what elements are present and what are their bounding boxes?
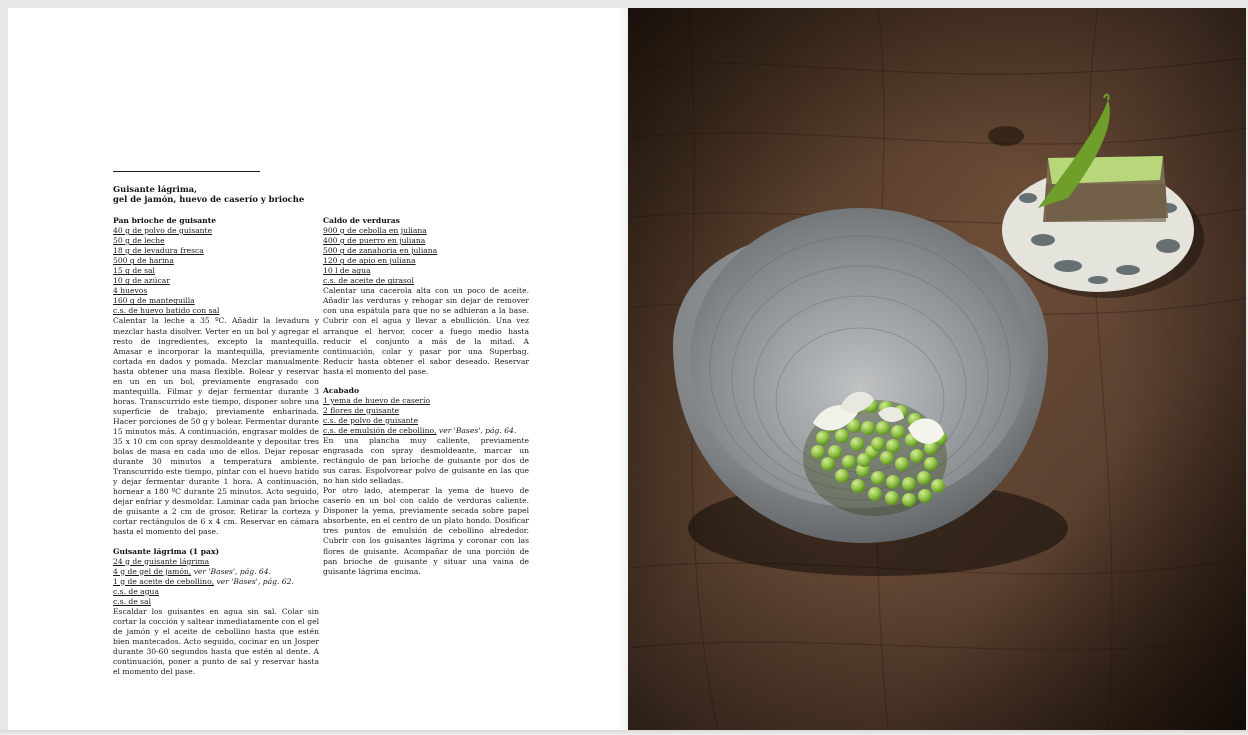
ingredient-ref: ver 'Bases', pág. 64. bbox=[436, 425, 517, 435]
acabado-method-2: Por otro lado, atemperar la yema de huevo de caserío en un bol con caldo de verduras caliente. Disponer la yema, previamente secada sobre papel absorbente, en el centro de un plato hondo. Dosificar tres puntos de emulsión de cebollino alrededor. Cubrir con los guisantes lágrima y coronar con las flores de guisante. Acompañar de una porción de pan brioche de guisante y situar una vaina de guisante lágrima encima. bbox=[323, 486, 529, 576]
ingredient bbox=[323, 426, 529, 436]
acabado-method-1: En una plancha muy caliente, previamente engrasada con spray desmoldeante, marcar un rectángulo de pan brioche de guisante por dos de sus caras. Espolvorear polvo de guisante en las que no han sido selladas. bbox=[323, 435, 529, 486]
dish-photo bbox=[628, 8, 1246, 730]
guisante-title: Guisante lágrima (1 pax) bbox=[113, 546, 220, 556]
ingredient: 24 g de guisante lágrima bbox=[113, 556, 210, 566]
ingredient: 2 flores de guisante bbox=[323, 405, 400, 415]
ingredient: 900 g de cebolla en juliana bbox=[323, 226, 427, 236]
caldo-method: Calentar una cacerola alta con un poco de aceite. Añadir las verduras y rehogar sin dejar de remover con una espátula para que no se adhieran a la base. Cubrir con el agua y llevar a ebullición. Una vez arranque el hervor, cocer a fuego medio hasta reducir el conjunto a más de la mitad. A continuación, colar y pasar por una Superbag. Reducir hasta obtener el sabor deseado. Reservar hasta el momento del pase. bbox=[323, 286, 529, 376]
ingredient: c.s. de aceite de girasol bbox=[323, 276, 414, 286]
brioche-title: Pan brioche de guisante bbox=[113, 216, 217, 225]
acabado-title: Acabado bbox=[323, 385, 360, 395]
ingredient: 500 g de zanahoria en juliana bbox=[323, 246, 438, 256]
ingredient: 120 g de apio en juliana bbox=[323, 256, 416, 266]
recipe-title-line1: Guisante lágrima, bbox=[113, 184, 198, 194]
ingredient: c.s. de sal bbox=[113, 596, 152, 606]
brioche-method: Calentar la leche a 35 ºC. Añadir la levadura y mezclar hasta disolver. Verter en un bol y agregar el resto de ingredientes, excepto la mantequilla. Amasar e incorporar la mantequilla, previamente cortada en dados y pomada. Mezclar manualmente hasta obtener una masa flexible. Bolear y reservar en un en un bol, previamente engrasado con mantequilla. Filmar y dejar fermentar durante 3 horas. Transcurrido este tiempo, disponer sobre una superficie de trabajo, previamente enharinada. Hacer porciones de 50 g y bolear. Fermentar durante 15 minutos más. A continuación, engrasar moldes de 35 x 10 cm con spray desmoldeante y depositar tres bolas de masa en cada uno de ellos. Dejar reposar durante 30 minutos a temperatura ambiente. Transcurrido este tiempo, pintar con el huevo batido y dejar fermentar durante 1 hora. A continuación, hornear a 180 ºC durante 25 minutos. Acto seguido, dejar enfriar y desmoldar. Laminar cada pan brioche de guisante a 2 cm de grosor. Retirar la corteza y cortar rectángulos de 6 x 4 cm. Reservar en cámara hasta el momento del pase. bbox=[113, 316, 319, 537]
ingredient: c.s. de polvo de guisante bbox=[323, 415, 419, 425]
recipe-title bbox=[113, 184, 333, 204]
left-page bbox=[8, 8, 628, 730]
caldo-title: Caldo de verduras bbox=[323, 216, 400, 225]
book-spread bbox=[8, 8, 1246, 730]
ingredient bbox=[113, 567, 319, 577]
guisante-method: Escaldar los guisantes en agua sin sal. Colar sin cortar la cocción y saltear inmediatamente con el gel de jamón y el aceite de cebollino hasta que estén bien mantecados. Acto seguido, cocinar en un Josper durante 30-60 segundos hasta que estén al dente. A continuación, poner a punto de sal y reservar hasta el momento del pase. bbox=[113, 606, 319, 677]
title-rule bbox=[113, 171, 260, 172]
column-right bbox=[323, 216, 529, 577]
ingredient: 10 g de azúcar bbox=[113, 276, 170, 286]
ingredient: 500 g de harina bbox=[113, 256, 174, 266]
ingredient bbox=[113, 577, 319, 587]
ingredient: 160 g de mantequilla bbox=[113, 296, 195, 306]
ingredient-text: c.s. de emulsión de cebollino, bbox=[323, 425, 437, 435]
ingredient: c.s. de agua bbox=[113, 586, 159, 596]
ingredient: 18 g de levadura fresca bbox=[113, 246, 204, 256]
ingredient: 400 g de puerro en juliana bbox=[323, 236, 426, 246]
column-left bbox=[113, 216, 319, 677]
ingredient-text: 1 g de aceite de cebollino, bbox=[113, 576, 215, 586]
ingredient: 50 g de leche bbox=[113, 236, 165, 246]
ingredient: c.s. de huevo batido con sal bbox=[113, 306, 220, 316]
recipe-title-line2: gel de jamón, huevo de caserío y brioche bbox=[113, 194, 305, 204]
ingredient-text: 4 g de gel de jamón, bbox=[113, 566, 192, 576]
ingredient: 10 l de agua bbox=[323, 266, 371, 276]
ingredient-ref: ver 'Bases', pág. 62. bbox=[214, 576, 294, 586]
page-gutter bbox=[618, 8, 628, 730]
dish-photo-icon bbox=[628, 8, 1246, 730]
ingredient: 1 yema de huevo de caserío bbox=[323, 395, 431, 405]
ingredient: 15 g de sal bbox=[113, 266, 155, 276]
ingredient: 40 g de polvo de guisante bbox=[113, 226, 213, 236]
ingredient: 4 huevos bbox=[113, 286, 148, 296]
ingredient-ref: ver 'Bases', pág. 64. bbox=[191, 566, 272, 576]
page-bottom-edge bbox=[0, 730, 1248, 735]
